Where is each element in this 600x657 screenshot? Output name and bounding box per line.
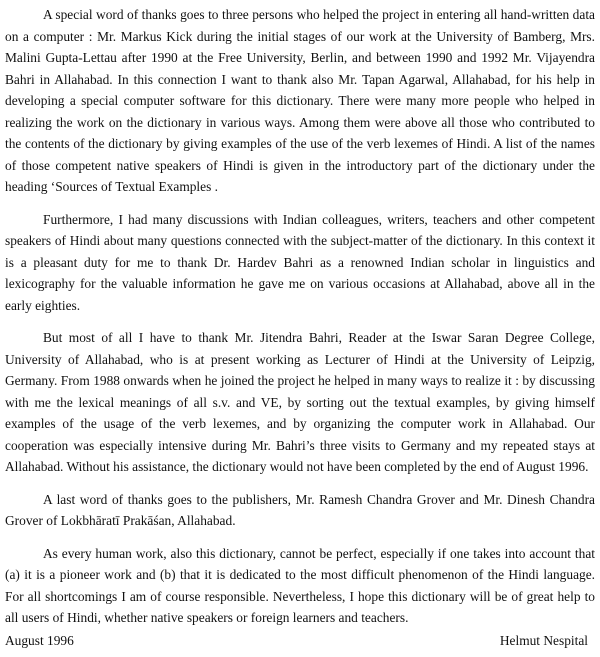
- signature-line: [5, 630, 588, 652]
- document-body: [5, 4, 595, 640]
- paragraph-discussions: Furthermore, I had many discussions with Indian colleagues, writers, teachers and other competent speakers of Hindi about many questions connected with the subject-matter of the dictionary. In this context it is a pleasant duty for me to thank Dr. Hardev Bahri as a renowned Indian scholar in linguistics and lexicography for the valuable information he gave me on various occasions at Allahabad, above all in the early eighties.: [5, 211, 595, 313]
- signature-author: Helmut Nespital: [499, 633, 588, 648]
- paragraph-thanks-data-entry: A special word of thanks goes to three persons who helped the project in entering all hand-written data on a computer : Mr. Markus Kick during the initial stages of our work at the University of Bamberg, Mrs. Malini Gupta-Lettau after 1990 at the Free University, Berlin, and between 1990 and 1992 Mr. Vijayendra Bahri in Allahabad. In this connection I want to thank also Mr. Tapan Agarwal, Allahabad, for his help in developing a special computer software for this dictionary. There were many more people who helped in realizing the work on the dictionary in various ways. Among them were above all those who contributed to the contents of the dictionary by giving examples of the use of the verb lexemes of Hindi. A list of the names of those competent native speakers of Hindi is given in the introductory part of the dictionary under the heading ‘Sources of Textual Examples .: [5, 7, 595, 194]
- paragraph-thanks-publishers: A last word of thanks goes to the publishers, Mr. Ramesh Chandra Grover and Mr. Dinesh Chandra Grover of Lokbhāratī Prakāśan, Allahabad.: [5, 491, 595, 528]
- paragraph-thanks-jitendra-bahri: But most of all I have to thank Mr. Jitendra Bahri, Reader at the Iswar Saran Degree College, University of Allahabad, who is at present working as Lecturer of Hindi at the University of Leipzig, Germany. From 1988 onwards when he joined the project he helped in many ways to realize it : by discussing with me the lexical meanings of all s.v. and VE, by sorting out the textual examples, by giving himself examples of the usage of the verb lexemes, and by organizing the computer work in Allahabad. Our cooperation was especially intensive during Mr. Bahri’s three visits to Germany and my repeated stays at Allahabad. Without his assistance, the dictionary would not have been completed by the end of August 1996.: [5, 330, 595, 474]
- signature-date: August 1996: [5, 633, 74, 648]
- paragraph-closing: As every human work, also this dictionary, cannot be perfect, especially if one takes into account that (a) it is a pioneer work and (b) that it is dedicated to the most difficult phenomenon of the Hindi language. For all shortcomings I am of course responsible. Nevertheless, I hope this dictionary will be of great help to all users of Hindi, whether native speakers or foreign learners and teachers.: [5, 545, 595, 625]
